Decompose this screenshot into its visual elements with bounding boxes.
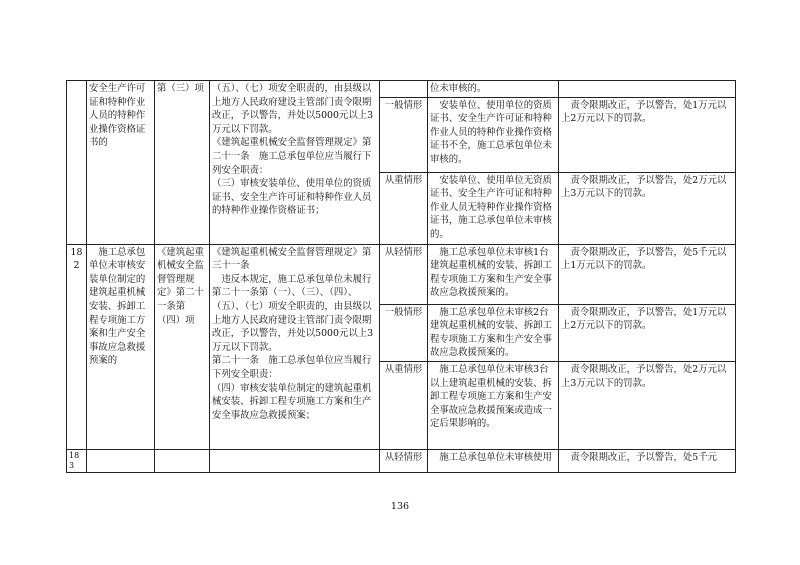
item-number-cell: 183 <box>67 449 87 472</box>
circumstance-cell: 施工总承包单位未审核1台建筑起重机械的安装、拆卸工程专项施工方案和生产安全事故应急救援预案的。 <box>428 244 559 304</box>
circumstance-cell: 施工总承包单位未审核2台建筑起重机械的安装、拆卸工程专项施工方案和生产安全事故应急救援预案的。 <box>428 304 559 361</box>
violation-cell: 安全生产许可证和特种作业人员的特种作业操作资格证书的 <box>87 81 155 245</box>
penalty-standard-cell: 责令限期改正，予以警告，处1万元以上2万元以下的罚款。 <box>559 304 736 361</box>
violation-cell <box>87 449 155 472</box>
penalty-clause-cell <box>210 449 380 472</box>
severity-cell <box>380 81 428 98</box>
circumstance-cell: 位未审核的。 <box>428 81 559 98</box>
severity-cell: 从重情形 <box>380 361 428 449</box>
severity-cell: 从轻情形 <box>380 449 428 472</box>
item-number-cell: 182 <box>67 244 87 449</box>
table-row <box>67 81 736 98</box>
severity-cell: 一般情形 <box>380 304 428 361</box>
severity-cell: 从轻情形 <box>380 244 428 304</box>
penalty-clause-cell: 《建筑起重机械安全监督管理规定》第三十一条 违反本规定，施工总承包单位未履行第二十一条第（一）、（三）、（四）、（五）、（七）项安全职责的，由县级以上地方人民政府建设主管部门责令限期改正，予以警告，并处以5000元以上3万元以下罚款。 第二十一条 施工总承包单位应当履行下列安全职责： （四）审核安装单位制定的建筑起重机械安装、拆卸工程专项施工方案和生产安全事故应急救援预案； <box>210 244 380 449</box>
regulation-table <box>66 80 736 473</box>
penalty-clause-cell: （五）、（七）项安全职责的，由县级以上地方人民政府建设主管部门责令限期改正，予以警告，并处以5000元以上3万元以下罚款。 《建筑起重机械安全监督管理规定》第二十一条 施工总承包单位应当履行下列安全职责： （三）审核安装单位、使用单位的资质证书、安全生产许可证和特种作业人员的特种作业操作资格证书； <box>210 81 380 245</box>
circumstance-cell: 安装单位、使用单位的资质证书、安全生产许可证和特种作业人员的特种作业操作资格证书不全，施工总承包单位未审核的。 <box>428 97 559 172</box>
penalty-standard-cell: 责令限期改正，予以警告，处5千元以上1万元以下的罚款。 <box>559 244 736 304</box>
table-row <box>67 244 736 304</box>
circumstance-cell: 安装单位、使用单位无资质证书、安全生产许可证和特种作业人员无特种作业操作资格证书，施工总承包单位未审核的。 <box>428 172 559 244</box>
circumstance-cell: 施工总承包单位未审核使用 <box>428 449 559 472</box>
legal-basis-cell: 《建筑起重机械安全监督管理规定》第二十一条第（四）项 <box>155 244 210 449</box>
circumstance-cell: 施工总承包单位未审核3台以上建筑起重机械的安装、拆卸工程专项施工方案和生产安全事故应急救援预案或造成一定后果影响的。 <box>428 361 559 449</box>
page-number: 136 <box>390 501 410 512</box>
penalty-standard-cell: 责令限期改正，予以警告，处5千元 <box>559 449 736 472</box>
penalty-standard-cell: 责令限期改正，予以警告，处1万元以上2万元以下的罚款。 <box>559 97 736 172</box>
severity-cell: 从重情形 <box>380 172 428 244</box>
penalty-standard-cell: 责令限期改正，予以警告，处2万元以上3万元以下的罚款。 <box>559 172 736 244</box>
penalty-standard-cell: 责令限期改正，予以警告，处2万元以上3万元以下的罚款。 <box>559 361 736 449</box>
severity-cell: 一般情形 <box>380 97 428 172</box>
legal-basis-cell <box>155 449 210 472</box>
penalty-standard-cell <box>559 81 736 98</box>
item-number-cell <box>67 81 87 245</box>
legal-basis-cell: 第（三）项 <box>155 81 210 245</box>
table-row <box>67 449 736 472</box>
violation-cell: 施工总承包单位未审核安装单位制定的建筑起重机械安装、拆卸工程专项施工方案和生产安全事故应急救援预案的 <box>87 244 155 449</box>
